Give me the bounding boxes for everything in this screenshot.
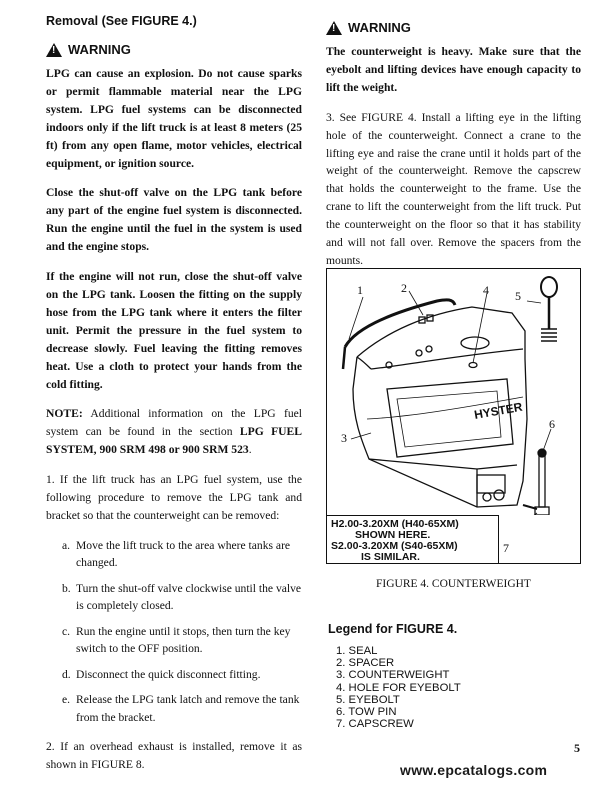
substep-letter: c. [62, 624, 71, 638]
callout-3: 3 [341, 431, 347, 445]
substep-text: Turn the shut-off valve clockwise until the valve is completely closed. [76, 581, 302, 613]
warning-paragraph-3: If the engine will not run, close the shut-off valve on the LPG tank. Loosen the fitting on the supply hose from the LPG tank where it enters the filter unit. Permit the pressure in the fuel system to decrease slowly. Fuel leaving the fitting removes heat. Use a cloth to protect your hands from the cold fitting. [46, 270, 302, 391]
figure-title: FIGURE 4. COUNTERWEIGHT [376, 578, 531, 590]
note-text: Additional information on the LPG fuel system can be found in the section [46, 407, 302, 439]
caption-line: IS SIMILAR. [361, 551, 420, 563]
warning-label-right: WARNING [348, 20, 411, 35]
caption-line: H2.00-3.20XM (H40-65XM) [331, 518, 459, 530]
figure-model-caption [327, 515, 499, 563]
substep-letter: d. [62, 667, 71, 681]
substep [62, 580, 302, 615]
legend-item: 2. SPACER [336, 657, 395, 670]
legend-item: 5. EYEBOLT [336, 693, 400, 706]
legend-item: 6. TOW PIN [336, 706, 397, 719]
right-column [326, 20, 581, 270]
warning-header [46, 42, 302, 57]
caption-line: SHOWN HERE. [355, 529, 431, 541]
substep [62, 691, 302, 726]
note-end: . [248, 443, 252, 457]
counterweight-illustration [327, 269, 579, 515]
step-3: 3. See FIGURE 4. Install a lifting eye in the lifting hole of the counterweight. Connect a crane to the lifting eye and raise the crane until it holds part of the weight of the counterweight. Remove the capscrew that holds the counterweight to the frame. Use the crane to lift the counterweight from the lift truck. Put the counterweight on the floor so that it has stability and will not fall over. Remove the spacers from the mounts. [326, 110, 581, 267]
warning-triangle-icon [46, 43, 62, 57]
substep [62, 666, 302, 684]
substep-letter: b. [62, 581, 71, 595]
callout-1: 1 [357, 283, 363, 297]
note-paragraph [46, 405, 302, 459]
step-1: 1. If the lift truck has an LPG fuel system, use the following procedure to remove the LPG tank and bracket so that the counterweight can be removed: [46, 473, 302, 522]
legend-item: 1. SEAL [336, 645, 378, 657]
legend-list [336, 645, 461, 730]
legend-item: 7. CAPSCREW [336, 718, 414, 731]
substep-text: Release the LPG tank latch and remove the tank from the bracket. [76, 693, 300, 724]
section-heading: Removal (See FIGURE 4.) [46, 14, 197, 28]
note-label: NOTE: [46, 407, 83, 421]
brand-mark: HYSTER [473, 399, 524, 422]
legend-item: 3. COUNTERWEIGHT [336, 669, 450, 682]
left-column [46, 14, 302, 774]
substep-letter: a. [62, 538, 71, 552]
substep-text: Run the engine until it stops, then turn the key switch to the OFF position. [76, 624, 291, 656]
callout-5: 5 [515, 289, 521, 303]
legend-title: Legend for FIGURE 4. [328, 622, 458, 636]
eyebolt-hole [469, 363, 477, 368]
note-reference: LPG FUEL SYSTEM, 900 SRM 498 or 900 SRM 523 [46, 425, 302, 457]
callout-6: 6 [549, 417, 555, 431]
warning-paragraph-2: Close the shut-off valve on the LPG tank before any part of the engine fuel system is disconnected. Run the engine until the fuel in the system is used and the engine stops. [46, 186, 302, 254]
page-number: 5 [574, 741, 580, 755]
caption-line: S2.00-3.20XM (S40-65XM) [331, 540, 458, 552]
substep-text: Disconnect the quick disconnect fitting. [76, 667, 261, 681]
watermark: www.epcatalogs.com [400, 762, 548, 778]
step-2: 2. If an overhead exhaust is installed, remove it as shown in FIGURE 8. [46, 740, 302, 772]
substep-text: Move the lift truck to the area where tanks are changed. [76, 538, 291, 570]
callout-7: 7 [503, 541, 509, 555]
callout-4: 4 [483, 283, 489, 297]
warning-label: WARNING [68, 42, 131, 57]
warning-paragraph-1: LPG can cause an explosion. Do not cause sparks or permit flammable material near the LPG system. LPG fuel systems can be disconnected indoors only if the lift truck is at least 8 meters (25 ft) from any open flame, motor vehicles, electrical equipment, or ignition source. [46, 67, 302, 170]
callout-2: 2 [401, 281, 407, 295]
counterweight-warning: The counterweight is heavy. Make sure that the eyebolt and lifting devices have enough capacity to lift the weight. [326, 45, 581, 94]
warning-header-right [326, 20, 581, 35]
substep [62, 537, 302, 572]
seal-part [345, 300, 455, 347]
figure-4-box [326, 268, 581, 564]
legend-item: 4. HOLE FOR EYEBOLT [336, 681, 461, 694]
substep [62, 623, 302, 658]
substep-letter: e. [62, 693, 71, 707]
warning-triangle-icon [326, 21, 342, 35]
